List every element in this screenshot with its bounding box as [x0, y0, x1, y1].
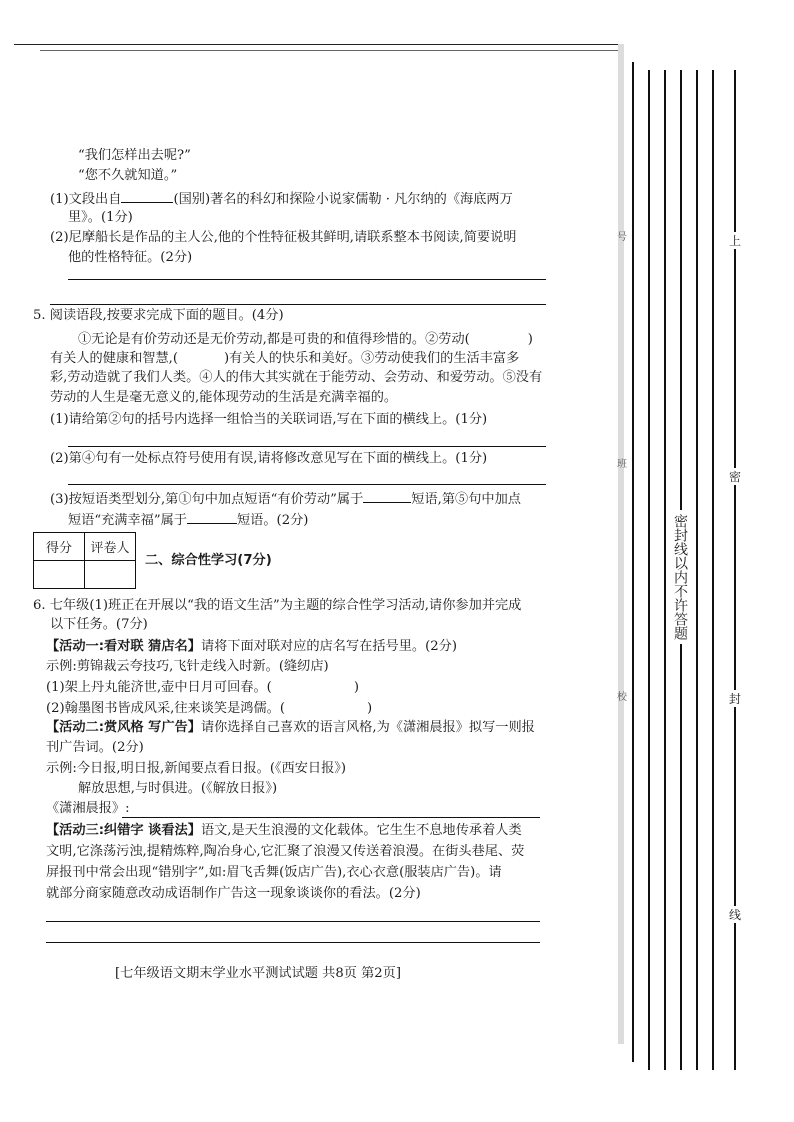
answer-line[interactable] [46, 942, 540, 943]
seal-warning: 密封线以内不许答题 [670, 510, 690, 644]
couplet-2 [46, 698, 372, 719]
grader-cell[interactable] [85, 561, 136, 589]
sub-question-3-text: 短语“充满幸福”属于 [68, 513, 187, 528]
activity-3-text: 语文,是天生浪漫的文化载体。它生生不息地传承着人类 [200, 823, 522, 838]
activity-1-title: 【活动一:看对联 猜店名】 [46, 639, 201, 654]
question-1-text: (国别)著名的科幻和探险小说家儒勒 · 凡尔纳的《海底两万 [173, 192, 513, 207]
margin-mark: 班 [617, 459, 627, 470]
activity-3-title: 【活动三:纠错字 谈看法】 [46, 823, 201, 838]
passage-line [50, 348, 519, 369]
passage-text: ①无论是有价劳动还是无价劳动,都是可贵的和值得珍惜的。②劳动( [78, 332, 470, 347]
binding-line [696, 70, 698, 1070]
answer-line[interactable] [68, 484, 546, 485]
margin-label-feng: 封 [728, 692, 741, 706]
activity-2-cont: 刊广告词。(2分) [46, 740, 144, 755]
sub-question-2: (2)第④句有一处标点符号使用有误,请将修改意见写在下面的横线上。(1分) [50, 451, 488, 466]
example-2: 示例:今日报,明日报,新闻要点看日报。(《西安日报》) [46, 761, 347, 776]
score-table [33, 532, 136, 589]
ad-label: 《潇湘晨报》: [46, 801, 130, 816]
sub-question-3-cont [68, 509, 308, 531]
top-border-line [14, 44, 620, 45]
activity-2-title: 【活动二:赏风格 写广告】 [46, 720, 201, 735]
passage-line [78, 329, 533, 350]
sheet-edge [618, 44, 624, 1044]
passage-text: )有关人的快乐和美好。③劳动使我们的生活丰富多 [224, 351, 520, 366]
binding-line [664, 70, 666, 1070]
dialog-line: “您不久就知道。” [78, 168, 178, 183]
answer-line[interactable] [46, 921, 540, 922]
activity-3-cont: 就部分商家随意改动成语制作广告这一现象谈谈你的看法。(2分) [46, 886, 421, 901]
bracket-blank[interactable] [272, 677, 354, 691]
top-border-line-2 [40, 50, 620, 51]
answer-line[interactable] [68, 446, 546, 447]
margin-mark: 校 [617, 692, 627, 703]
margin-label-up: 上 [728, 234, 741, 248]
binding-line [712, 70, 714, 1070]
activity-3-cont: 文明,它涤荡污浊,提精炼粹,陶冶身心,它汇聚了浪漫又传送着浪漫。在街头巷尾、荧 [46, 844, 525, 859]
couplet-text: ) [353, 680, 359, 695]
passage-line: 彩,劳动造就了我们人类。④人的伟大其实就在于能劳动、会劳动、和爱劳动。⑤没有 [50, 370, 543, 385]
answer-line[interactable] [122, 817, 540, 818]
sub-question-3-text: (3)按短语类型划分,第①句中加点短语“有价劳动”属于 [50, 492, 364, 507]
bracket-blank[interactable] [470, 329, 528, 343]
sub-question-3 [50, 488, 521, 510]
question-1 [50, 188, 513, 210]
answer-blank[interactable] [363, 488, 411, 503]
sub-question-1: (1)请给第②句的括号内选择一组恰当的关联词语,写在下面的横线上。(1分) [50, 412, 488, 427]
activity-1 [46, 637, 457, 657]
question-6: 6. 七年级(1)班正在开展以“我的语文生活”为主题的综合性学习活动,请你参加并完成 [33, 598, 522, 613]
question-1-text: (1)文段出自 [50, 192, 122, 207]
couplet-text: ) [367, 701, 373, 716]
example-1: 示例:剪锦裁云夸技巧,飞针走线入时新。(缝纫店) [46, 659, 329, 674]
dialog-line: “我们怎样出去呢?” [78, 148, 191, 163]
couplet-text: (1)架上丹丸能济世,壶中日月可回春。( [46, 680, 272, 695]
activity-3 [46, 821, 522, 841]
margin-label-xian: 线 [728, 908, 741, 922]
question-6-cont: 以下任务。(7分) [50, 617, 148, 632]
example-2-cont: 解放思想,与时俱进。(《解放日报》) [78, 781, 278, 796]
margin-label-mi: 密 [728, 470, 741, 484]
section-title: 二、综合性学习(7分) [145, 553, 272, 568]
couplet-1 [46, 677, 359, 698]
binding-line [632, 62, 634, 1062]
question-2: (2)尼摩船长是作品的主人公,他的个性特征极其鲜明,请联系整本书阅读,简要说明 [50, 230, 517, 245]
passage-text: 有关人的健康和智慧,( [50, 351, 179, 366]
answer-line[interactable] [68, 279, 546, 280]
question-1-cont: 里》。(1分) [68, 210, 133, 225]
grader-header: 评卷人 [85, 533, 136, 561]
page-footer: [七年级语文期末学业水平测试试题 共8页 第2页] [115, 966, 402, 981]
answer-line[interactable] [50, 304, 546, 305]
activity-3-cont: 屏报刊中常会出现“错别字”,如:眉飞舌舞(饭店广告),衣心衣意(服装店广告)。请 [46, 865, 502, 880]
activity-2 [46, 718, 535, 738]
sub-question-3-text: 短语。(2分) [236, 513, 309, 528]
question-2-cont: 他的性格特征。(2分) [68, 250, 193, 265]
score-cell[interactable] [34, 561, 85, 589]
answer-blank[interactable] [187, 509, 237, 524]
passage-text: ) [527, 332, 533, 347]
bracket-blank[interactable] [178, 348, 224, 362]
score-header: 得分 [34, 533, 85, 561]
couplet-text: (2)翰墨图书皆成风采,往来谈笑是鸿儒。( [46, 701, 286, 716]
margin-mark: 号 [617, 232, 627, 243]
passage-line: 劳动的人生是毫无意义的,能体现劳动的生活是充满幸福的。 [50, 390, 398, 405]
activity-2-text: 请你选择自己喜欢的语言风格,为《潇湘晨报》拟写一则报 [200, 720, 535, 735]
activity-1-text: 请将下面对联对应的店名写在括号里。(2分) [200, 639, 457, 654]
question-5: 5. 阅读语段,按要求完成下面的题目。(4分) [33, 308, 284, 323]
answer-blank[interactable] [121, 188, 173, 203]
binding-line [648, 70, 650, 1070]
sub-question-3-text: 短语,第⑤句中加点 [411, 492, 521, 507]
bracket-blank[interactable] [285, 698, 367, 712]
